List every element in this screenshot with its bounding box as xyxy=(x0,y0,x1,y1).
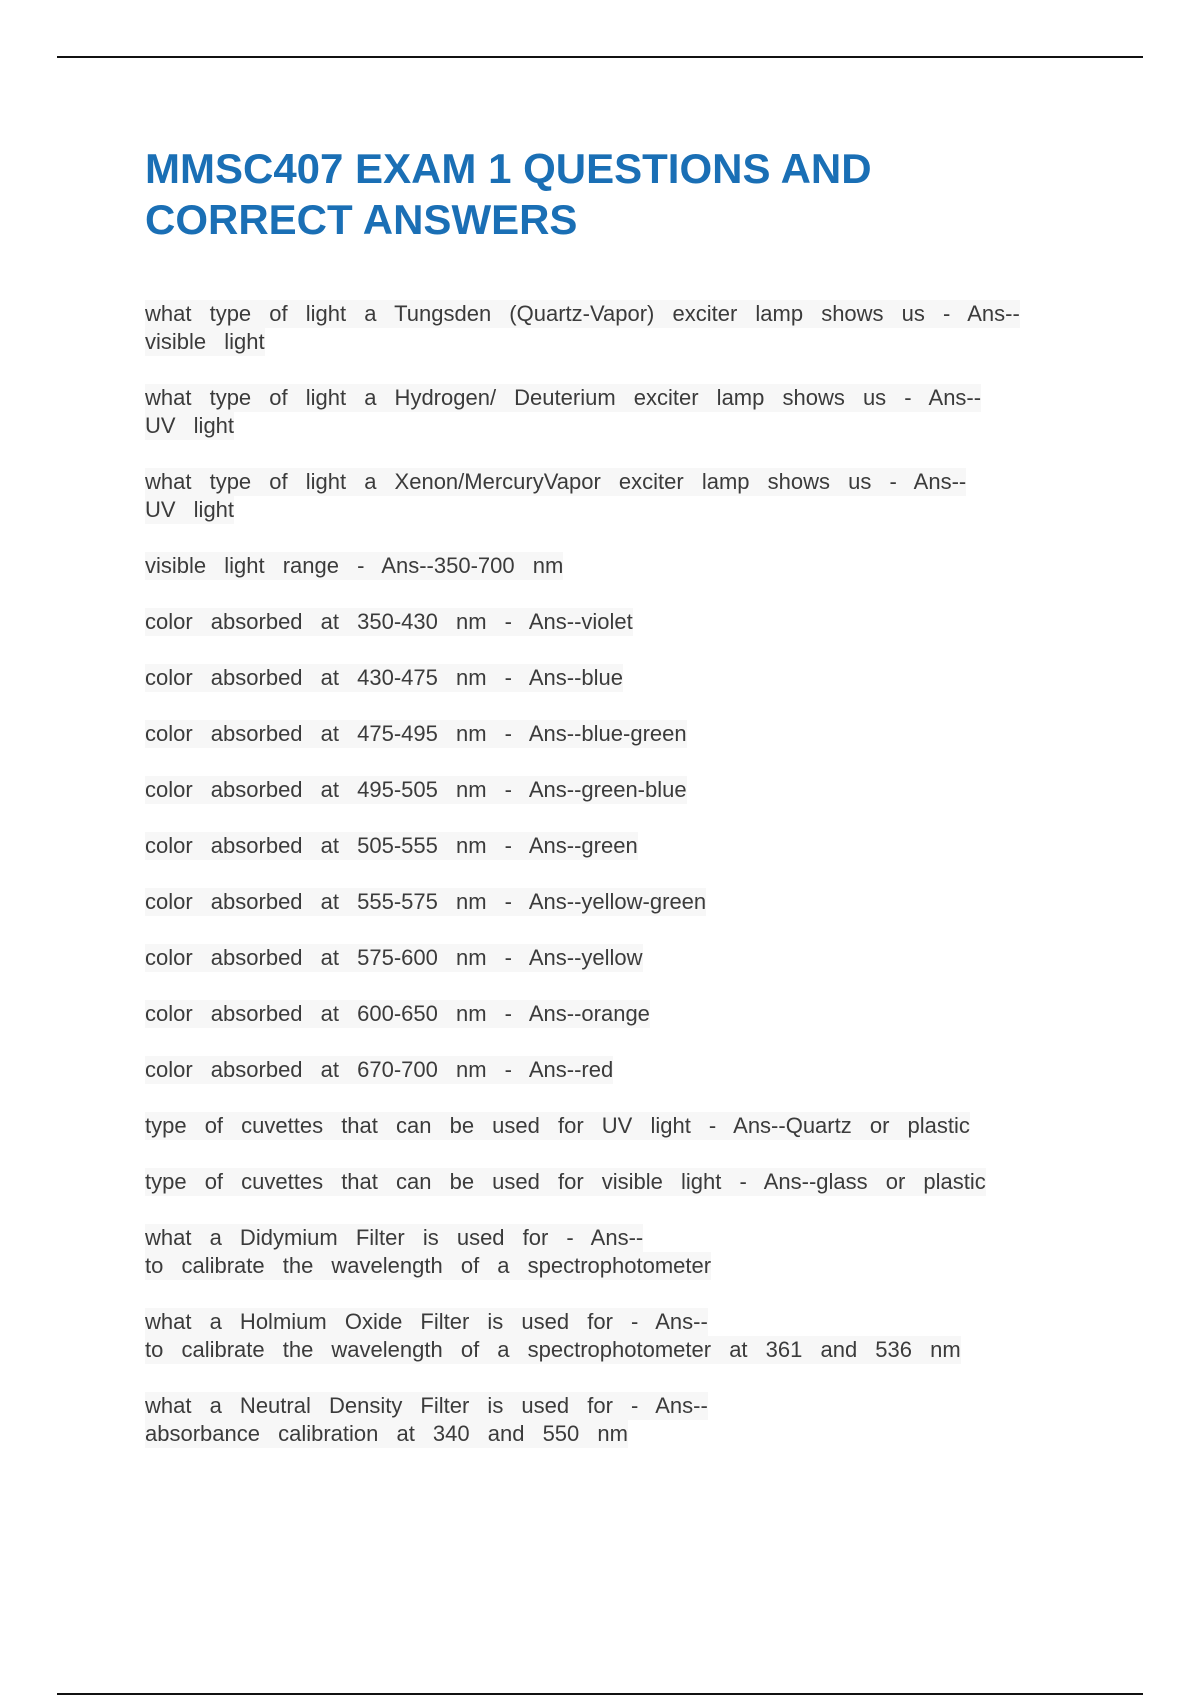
qa-item xyxy=(145,776,1085,832)
qa-list xyxy=(145,300,1085,1476)
bottom-rule xyxy=(57,1693,1143,1695)
question-line: what a Neutral Density Filter is used for - Ans-- xyxy=(145,1393,708,1418)
qa-line: type of cuvettes that can be used for UV light - Ans--Quartz or plastic xyxy=(145,1113,970,1138)
qa-line: color absorbed at 555-575 nm - Ans--yellow-green xyxy=(145,889,707,914)
qa-line: type of cuvettes that can be used for visible light - Ans--glass or plastic xyxy=(145,1169,986,1194)
qa-item xyxy=(145,552,1085,608)
question-line: what type of light a Tungsden (Quartz-Vapor) exciter lamp shows us - Ans-- xyxy=(145,301,1020,326)
top-rule xyxy=(57,56,1143,58)
answer-line: absorbance calibration at 340 and 550 nm xyxy=(145,1421,628,1446)
question-line: what type of light a Xenon/MercuryVapor exciter lamp shows us - Ans-- xyxy=(145,469,967,494)
qa-item xyxy=(145,300,1085,384)
answer-line: to calibrate the wavelength of a spectrophotometer xyxy=(145,1253,712,1278)
question-line: what a Didymium Filter is used for - Ans-- xyxy=(145,1225,644,1250)
qa-item xyxy=(145,1000,1085,1056)
qa-item xyxy=(145,1168,1085,1224)
qa-line: color absorbed at 575-600 nm - Ans--yellow xyxy=(145,945,643,970)
qa-line: color absorbed at 350-430 nm - Ans--violet xyxy=(145,609,633,634)
qa-item xyxy=(145,1308,1085,1392)
qa-line: visible light range - Ans--350-700 nm xyxy=(145,553,564,578)
answer-line: UV light xyxy=(145,497,235,522)
qa-item xyxy=(145,1112,1085,1168)
qa-line: color absorbed at 475-495 nm - Ans--blue-green xyxy=(145,721,687,746)
qa-item xyxy=(145,832,1085,888)
qa-item xyxy=(145,888,1085,944)
qa-line: color absorbed at 495-505 nm - Ans--green-blue xyxy=(145,777,687,802)
answer-line: to calibrate the wavelength of a spectrophotometer at 361 and 536 nm xyxy=(145,1337,961,1362)
qa-item xyxy=(145,1224,1085,1308)
document-title: MMSC407 EXAM 1 QUESTIONS AND CORRECT ANSWERS xyxy=(145,145,872,243)
question-line: what type of light a Hydrogen/ Deuterium exciter lamp shows us - Ans-- xyxy=(145,385,982,410)
qa-item xyxy=(145,384,1085,468)
qa-line: color absorbed at 600-650 nm - Ans--orange xyxy=(145,1001,650,1026)
qa-line: color absorbed at 670-700 nm - Ans--red xyxy=(145,1057,614,1082)
qa-item xyxy=(145,1392,1085,1476)
answer-line: UV light xyxy=(145,413,235,438)
qa-line: color absorbed at 505-555 nm - Ans--green xyxy=(145,833,638,858)
qa-item xyxy=(145,664,1085,720)
answer-line: visible light xyxy=(145,329,265,354)
question-line: what a Holmium Oxide Filter is used for - Ans-- xyxy=(145,1309,708,1334)
qa-item xyxy=(145,720,1085,776)
qa-item xyxy=(145,608,1085,664)
qa-item xyxy=(145,1056,1085,1112)
qa-item xyxy=(145,468,1085,552)
qa-item xyxy=(145,944,1085,1000)
qa-line: color absorbed at 430-475 nm - Ans--blue xyxy=(145,665,624,690)
